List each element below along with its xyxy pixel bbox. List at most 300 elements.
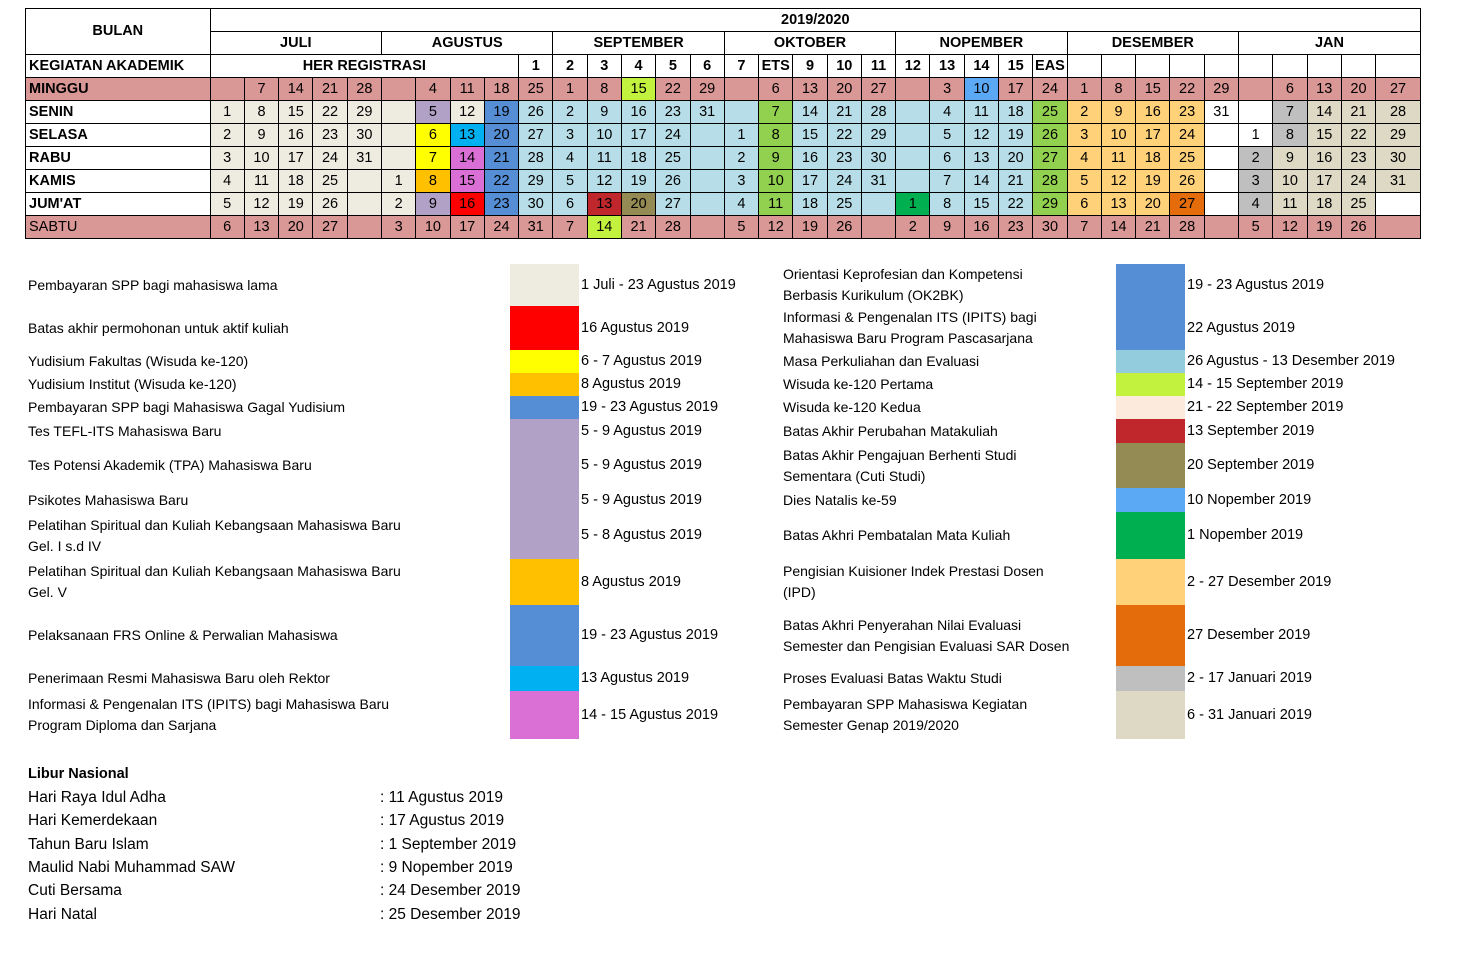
date-cell (1204, 124, 1238, 147)
date-cell: 8 (1101, 78, 1135, 101)
month-header: AGUSTUS (381, 32, 552, 55)
week-number: 2 (553, 55, 587, 78)
date-cell: 9 (759, 147, 793, 170)
date-cell: 5 (210, 193, 244, 216)
day-label: SENIN (26, 101, 211, 124)
date-cell: 30 (861, 147, 895, 170)
date-cell: 9 (416, 193, 450, 216)
date-cell: 20 (621, 193, 655, 216)
legend-swatch (510, 350, 579, 373)
date-cell: 14 (279, 78, 313, 101)
legend-label: Pembayaran SPP bagi Mahasiswa Gagal Yudisium (28, 399, 345, 415)
date-cell (896, 78, 930, 101)
date-cell: 24 (484, 216, 518, 239)
legend-date: 22 Agustus 2019 (1187, 319, 1296, 336)
holiday-name: Hari Natal (28, 905, 97, 923)
date-cell: 14 (587, 216, 621, 239)
legend-swatch (510, 666, 579, 691)
date-cell: 15 (1307, 124, 1341, 147)
holiday-date: : 17 Agustus 2019 (380, 812, 505, 830)
legend-label: Batas Akhir Pengajuan Berhenti Studi (783, 446, 1017, 463)
kegiatan-header: KEGIATAN AKADEMIK (26, 55, 211, 78)
date-cell: 18 (621, 147, 655, 170)
date-cell (381, 101, 415, 124)
date-cell: 8 (930, 193, 964, 216)
date-cell: 15 (1136, 78, 1170, 101)
day-label: MINGGU (26, 78, 211, 101)
week-number (1067, 55, 1101, 78)
legend-label: Pelatihan Spiritual dan Kuliah Kebangsaan Mahasiswa Baru (28, 516, 401, 533)
date-cell: 17 (999, 78, 1033, 101)
date-cell: 30 (519, 193, 553, 216)
date-cell: 28 (1170, 216, 1204, 239)
date-cell: 20 (999, 147, 1033, 170)
date-cell (1204, 147, 1238, 170)
legend-date: 5 - 8 Agustus 2019 (581, 527, 702, 543)
legend-swatch (1116, 264, 1185, 306)
date-cell: 17 (621, 124, 655, 147)
date-cell: 10 (759, 170, 793, 193)
date-cell: 31 (519, 216, 553, 239)
legend-label: Pelaksanaan FRS Online & Perwalian Mahasiswa (28, 627, 338, 643)
legend-label: Batas Akhri Penyerahan Nilai Evaluasi (783, 616, 1022, 633)
date-cell: 31 (347, 147, 381, 170)
legend-swatch (510, 306, 579, 350)
date-cell: 1 (210, 101, 244, 124)
legend-date: 19 - 23 Agustus 2019 (581, 627, 719, 643)
holiday-date: : 9 Nopember 2019 (380, 858, 513, 876)
legend-date: 20 September 2019 (1187, 457, 1315, 473)
date-cell: 7 (1067, 216, 1101, 239)
legend-label: Dies Natalis ke-59 (783, 491, 897, 508)
date-cell: 21 (484, 147, 518, 170)
date-cell: 13 (964, 147, 998, 170)
date-cell (896, 147, 930, 170)
date-cell: 4 (553, 147, 587, 170)
date-cell: 6 (930, 147, 964, 170)
date-cell: 1 (1067, 78, 1101, 101)
date-cell: 21 (827, 101, 861, 124)
holiday-date: : 25 Desember 2019 (380, 905, 521, 923)
month-header: JAN (1239, 32, 1421, 55)
legend-label: Sementara (Cuti Studi) (783, 467, 926, 484)
date-cell: 25 (313, 170, 347, 193)
legend-swatch (1116, 605, 1185, 666)
date-cell: 15 (279, 101, 313, 124)
week-number: EAS (1033, 55, 1067, 78)
week-number (1204, 55, 1238, 78)
date-cell: 25 (1033, 101, 1067, 124)
legend-label: Proses Evaluasi Batas Waktu Studi (783, 670, 1002, 686)
date-cell: 27 (519, 124, 553, 147)
legend-date: 5 - 9 Agustus 2019 (581, 422, 702, 439)
date-cell: 1 (896, 193, 930, 216)
date-cell: 26 (656, 170, 690, 193)
date-cell: 27 (656, 193, 690, 216)
legend-date: 1 Juli - 23 Agustus 2019 (581, 276, 736, 293)
date-cell: 19 (621, 170, 655, 193)
date-cell: 23 (656, 101, 690, 124)
date-cell: 4 (1239, 193, 1273, 216)
date-cell: 28 (1033, 170, 1067, 193)
week-number (1101, 55, 1135, 78)
legend-date: 5 - 9 Agustus 2019 (581, 457, 702, 473)
legend-label: Tes Potensi Akademik (TPA) Mahasiswa Baru (28, 457, 312, 473)
legend-swatch (1116, 306, 1185, 350)
legend-swatch (510, 373, 579, 396)
legend-label: Batas Akhri Pembatalan Mata Kuliah (783, 527, 1011, 543)
legend-label: Psikotes Mahasiswa Baru (28, 491, 189, 508)
date-cell: 22 (1170, 78, 1204, 101)
year-header: 2019/2020 (210, 9, 1420, 32)
week-number (1136, 55, 1170, 78)
date-cell (347, 170, 381, 193)
date-cell: 2 (381, 193, 415, 216)
legend-label: Informasi & Pengenalan ITS (IPITS) bagi Mahasiswa Baru (28, 696, 390, 712)
legend-label: Pembayaran SPP Mahasiswa Kegiatan (783, 696, 1028, 712)
date-cell: 26 (519, 101, 553, 124)
week-number (1239, 55, 1273, 78)
legend-label: Semester dan Pengisian Evaluasi SAR Dosen (783, 637, 1070, 654)
day-label: RABU (26, 147, 211, 170)
date-cell: 23 (484, 193, 518, 216)
date-cell: 25 (656, 147, 690, 170)
date-cell: 17 (1307, 170, 1341, 193)
date-cell: 26 (827, 216, 861, 239)
date-cell (1204, 193, 1238, 216)
legend-swatch (1116, 559, 1185, 605)
date-cell: 4 (416, 78, 450, 101)
date-cell: 24 (313, 147, 347, 170)
legend-swatch (510, 264, 579, 306)
date-cell (896, 101, 930, 124)
legend-swatch (510, 488, 579, 512)
legend-label: Berbasis Kurikulum (OK2BK) (783, 287, 964, 303)
date-cell: 6 (1067, 193, 1101, 216)
legend-label: Semester Genap 2019/2020 (783, 717, 959, 733)
date-cell: 14 (1101, 216, 1135, 239)
legend-date: 13 Agustus 2019 (581, 670, 690, 686)
date-cell: 20 (484, 124, 518, 147)
date-cell: 16 (1307, 147, 1341, 170)
date-cell: 9 (1273, 147, 1307, 170)
date-cell: 10 (244, 147, 278, 170)
date-cell: 16 (450, 193, 484, 216)
date-cell: 11 (964, 101, 998, 124)
date-cell: 2 (896, 216, 930, 239)
date-cell: 12 (587, 170, 621, 193)
week-number: 7 (724, 55, 758, 78)
legend-date: 14 - 15 September 2019 (1187, 376, 1344, 392)
legend-swatch (1116, 443, 1185, 488)
date-cell: 7 (553, 216, 587, 239)
legend-swatch (1116, 691, 1185, 739)
legend-swatch (510, 559, 579, 605)
week-number: 5 (656, 55, 690, 78)
date-cell (381, 124, 415, 147)
date-cell: 21 (621, 216, 655, 239)
day-label: SABTU (26, 216, 211, 239)
legend-swatch (510, 443, 579, 488)
date-cell: 11 (450, 78, 484, 101)
date-cell: 18 (279, 170, 313, 193)
date-cell (1204, 216, 1238, 239)
date-cell (381, 147, 415, 170)
holiday-name: Hari Raya Idul Adha (28, 789, 166, 806)
legend-label: Masa Perkuliahan dan Evaluasi (783, 353, 980, 369)
month-header: NOPEMBER (896, 32, 1067, 55)
date-cell: 20 (1341, 78, 1375, 101)
date-cell (724, 101, 758, 124)
week-number (1273, 55, 1307, 78)
date-cell: 13 (1101, 193, 1135, 216)
date-cell (1239, 78, 1273, 101)
week-number: 14 (964, 55, 998, 78)
date-cell: 7 (416, 147, 450, 170)
date-cell: 7 (244, 78, 278, 101)
legend-swatch (1116, 419, 1185, 443)
legend-date: 19 - 23 Agustus 2019 (1187, 276, 1325, 293)
date-cell: 12 (450, 101, 484, 124)
month-header: DESEMBER (1067, 32, 1238, 55)
date-cell: 8 (244, 101, 278, 124)
holiday-date: : 1 September 2019 (380, 835, 517, 853)
date-cell: 10 (1101, 124, 1135, 147)
legend-label: Gel. I s.d IV (28, 537, 102, 554)
legend-date: 26 Agustus - 13 Desember 2019 (1187, 353, 1395, 369)
legend-date: 10 Nopember 2019 (1187, 491, 1312, 508)
date-cell: 27 (1376, 78, 1421, 101)
date-cell: 22 (313, 101, 347, 124)
legend-label: Wisuda ke-120 Pertama (783, 376, 934, 392)
date-cell: 18 (1307, 193, 1341, 216)
date-cell: 5 (930, 124, 964, 147)
legend-swatch (510, 419, 579, 443)
legend-swatch (510, 396, 579, 419)
date-cell: 14 (793, 101, 827, 124)
week-number: 10 (827, 55, 861, 78)
week-number: 12 (896, 55, 930, 78)
date-cell: 10 (587, 124, 621, 147)
day-label: KAMIS (26, 170, 211, 193)
date-cell: 24 (656, 124, 690, 147)
date-cell: 14 (1307, 101, 1341, 124)
date-cell: 22 (999, 193, 1033, 216)
date-cell: 13 (450, 124, 484, 147)
date-cell: 28 (656, 216, 690, 239)
date-cell (690, 147, 724, 170)
date-cell: 7 (930, 170, 964, 193)
holiday-name: Maulid Nabi Muhammad SAW (28, 858, 236, 876)
date-cell: 16 (279, 124, 313, 147)
date-cell: 8 (1273, 124, 1307, 147)
date-cell: 19 (793, 216, 827, 239)
date-cell: 18 (999, 101, 1033, 124)
date-cell: 24 (827, 170, 861, 193)
legend-date: 5 - 9 Agustus 2019 (581, 491, 702, 508)
date-cell: 23 (313, 124, 347, 147)
date-cell: 20 (1136, 193, 1170, 216)
date-cell: 12 (244, 193, 278, 216)
date-cell: 18 (484, 78, 518, 101)
date-cell: 4 (930, 101, 964, 124)
legend-date: 14 - 15 Agustus 2019 (581, 706, 719, 723)
date-cell: 15 (793, 124, 827, 147)
date-cell: 14 (450, 147, 484, 170)
date-cell: 13 (1307, 78, 1341, 101)
date-cell: 27 (313, 216, 347, 239)
date-cell: 26 (313, 193, 347, 216)
date-cell: 30 (1376, 147, 1421, 170)
date-cell: 1 (724, 124, 758, 147)
legend-date: 6 - 7 Agustus 2019 (581, 353, 702, 369)
date-cell: 7 (759, 101, 793, 124)
date-cell: 31 (690, 101, 724, 124)
date-cell: 28 (861, 101, 895, 124)
date-cell: 14 (964, 170, 998, 193)
date-cell: 22 (656, 78, 690, 101)
week-number (1170, 55, 1204, 78)
date-cell: 23 (827, 147, 861, 170)
month-header: SEPTEMBER (553, 32, 724, 55)
day-label: JUM'AT (26, 193, 211, 216)
date-cell: 3 (1239, 170, 1273, 193)
month-header: OKTOBER (724, 32, 895, 55)
date-cell: 29 (861, 124, 895, 147)
date-cell: 27 (1033, 147, 1067, 170)
date-cell: 10 (416, 216, 450, 239)
legend-label: Penerimaan Resmi Mahasiswa Baru oleh Rektor (28, 670, 330, 686)
date-cell: 18 (793, 193, 827, 216)
day-label: SELASA (26, 124, 211, 147)
week-number: 11 (861, 55, 895, 78)
date-cell: 3 (553, 124, 587, 147)
date-cell: 19 (1307, 216, 1341, 239)
date-cell: 25 (519, 78, 553, 101)
legend-swatch (1116, 373, 1185, 396)
date-cell: 31 (1204, 101, 1238, 124)
date-cell: 11 (244, 170, 278, 193)
date-cell: 6 (1273, 78, 1307, 101)
date-cell: 6 (416, 124, 450, 147)
week-number: 15 (999, 55, 1033, 78)
date-cell: 1 (381, 170, 415, 193)
legend-date: 19 - 23 Agustus 2019 (581, 399, 719, 415)
date-cell: 23 (999, 216, 1033, 239)
date-cell: 2 (724, 147, 758, 170)
date-cell: 28 (1376, 101, 1421, 124)
date-cell: 13 (587, 193, 621, 216)
date-cell: 16 (1136, 101, 1170, 124)
legend-label: Wisuda ke-120 Kedua (783, 399, 921, 415)
date-cell (896, 124, 930, 147)
date-cell: 22 (827, 124, 861, 147)
date-cell: 2 (553, 101, 587, 124)
week-number: 9 (793, 55, 827, 78)
legend-label: Pembayaran SPP bagi mahasiswa lama (28, 276, 278, 293)
date-cell (210, 78, 244, 101)
holiday-date: : 24 Desember 2019 (380, 882, 521, 900)
date-cell: 26 (1033, 124, 1067, 147)
date-cell: 19 (484, 101, 518, 124)
holiday-title: Libur Nasional (28, 766, 129, 782)
date-cell: 2 (1239, 147, 1273, 170)
legend-date: 21 - 22 September 2019 (1187, 399, 1344, 415)
date-cell: 31 (1376, 170, 1421, 193)
date-cell (861, 193, 895, 216)
date-cell: 27 (861, 78, 895, 101)
date-cell: 5 (553, 170, 587, 193)
date-cell: 3 (381, 216, 415, 239)
date-cell: 12 (1273, 216, 1307, 239)
date-cell: 6 (759, 78, 793, 101)
date-cell: 27 (1170, 193, 1204, 216)
week-number (1341, 55, 1375, 78)
date-cell: 17 (450, 216, 484, 239)
holiday-name: Cuti Bersama (28, 882, 122, 900)
legend-date: 6 - 31 Januari 2019 (1187, 706, 1312, 723)
legend-date: 2 - 27 Desember 2019 (1187, 573, 1332, 590)
date-cell: 9 (244, 124, 278, 147)
legend-date: 1 Nopember 2019 (1187, 527, 1304, 543)
week-number (1307, 55, 1341, 78)
week-number: 4 (621, 55, 655, 78)
date-cell: 13 (793, 78, 827, 101)
date-cell: 8 (416, 170, 450, 193)
date-cell: 3 (724, 170, 758, 193)
date-cell: 23 (1341, 147, 1375, 170)
date-cell: 1 (1239, 124, 1273, 147)
date-cell: 24 (1341, 170, 1375, 193)
legend-swatch (510, 512, 579, 559)
date-cell (896, 170, 930, 193)
date-cell: 5 (416, 101, 450, 124)
date-cell: 1 (553, 78, 587, 101)
holiday-date: : 11 Agustus 2019 (380, 789, 503, 806)
date-cell: 25 (1170, 147, 1204, 170)
week-number (1376, 55, 1421, 78)
week-number: ETS (759, 55, 793, 78)
date-cell: 3 (1067, 124, 1101, 147)
date-cell: 6 (210, 216, 244, 239)
date-cell: 19 (279, 193, 313, 216)
date-cell: 5 (1239, 216, 1273, 239)
date-cell: 29 (519, 170, 553, 193)
date-cell: 13 (244, 216, 278, 239)
legend-swatch (510, 605, 579, 666)
date-cell (690, 193, 724, 216)
date-cell: 7 (1273, 101, 1307, 124)
academic-calendar-table (25, 8, 1421, 239)
date-cell: 8 (759, 124, 793, 147)
date-cell: 4 (1067, 147, 1101, 170)
date-cell: 17 (793, 170, 827, 193)
date-cell: 15 (964, 193, 998, 216)
date-cell: 29 (347, 101, 381, 124)
date-cell: 15 (621, 78, 655, 101)
date-cell: 3 (210, 147, 244, 170)
date-cell: 11 (1273, 193, 1307, 216)
legend-swatch (1116, 512, 1185, 559)
date-cell: 9 (587, 101, 621, 124)
date-cell: 29 (690, 78, 724, 101)
date-cell (1204, 170, 1238, 193)
date-cell (690, 170, 724, 193)
date-cell: 19 (999, 124, 1033, 147)
date-cell: 9 (930, 216, 964, 239)
legend-label: Tes TEFL-ITS Mahasiswa Baru (28, 422, 222, 439)
legend-label: (IPD) (783, 584, 816, 600)
